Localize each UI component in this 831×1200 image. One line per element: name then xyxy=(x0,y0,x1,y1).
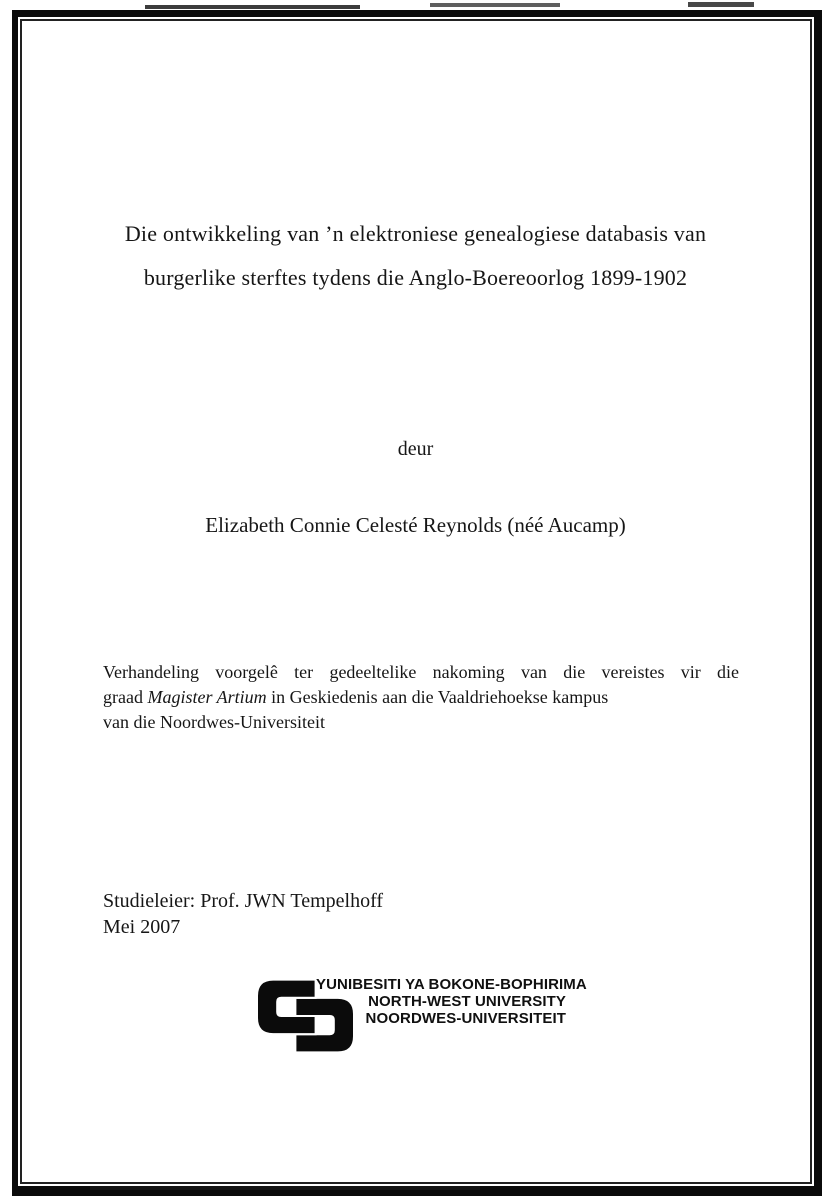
byline: deur xyxy=(397,438,434,460)
submission-line-2-suffix: in Geskiedenis aan die Vaaldriehoekse kampus xyxy=(266,687,609,707)
scan-artifact xyxy=(145,5,360,9)
logo-line-english: NORTH-WEST UNIVERSITY xyxy=(368,993,566,1010)
scan-artifact xyxy=(430,3,560,7)
logo-line-setswana: YUNIBESITI YA BOKONE-BOPHIRIMA xyxy=(316,976,587,993)
degree-name: Magister Artium xyxy=(147,687,267,707)
author-name: Elizabeth Connie Celesté Reynolds (néé Aucamp) xyxy=(205,513,626,537)
title-line-1: Die ontwikkeling van ’n elektroniese genealogiese databasis van xyxy=(124,221,707,246)
submission-line-3: van die Noordwes-Universiteit xyxy=(103,712,325,732)
logo-line-afrikaans: NOORDWES-UNIVERSITEIT xyxy=(365,1010,566,1027)
page-title xyxy=(48,212,783,300)
title-line-2: burgerlike sterftes tydens die Anglo-Boereoorlog 1899-1902 xyxy=(143,265,688,290)
supervisor-block xyxy=(103,888,383,940)
submission-line-1: Verhandeling voorgelê ter gedeeltelike nakoming van die vereistes vir die xyxy=(103,662,739,682)
supervisor-line: Studieleier: Prof. JWN Tempelhoff xyxy=(103,890,384,912)
date-line: Mei 2007 xyxy=(103,916,181,938)
scan-artifact xyxy=(90,1186,480,1190)
university-wordmark xyxy=(316,976,587,1027)
submission-line-2 xyxy=(103,685,739,710)
scan-artifact xyxy=(688,2,754,7)
submission-line-2-prefix: graad xyxy=(103,687,148,707)
submission-statement xyxy=(103,660,739,735)
